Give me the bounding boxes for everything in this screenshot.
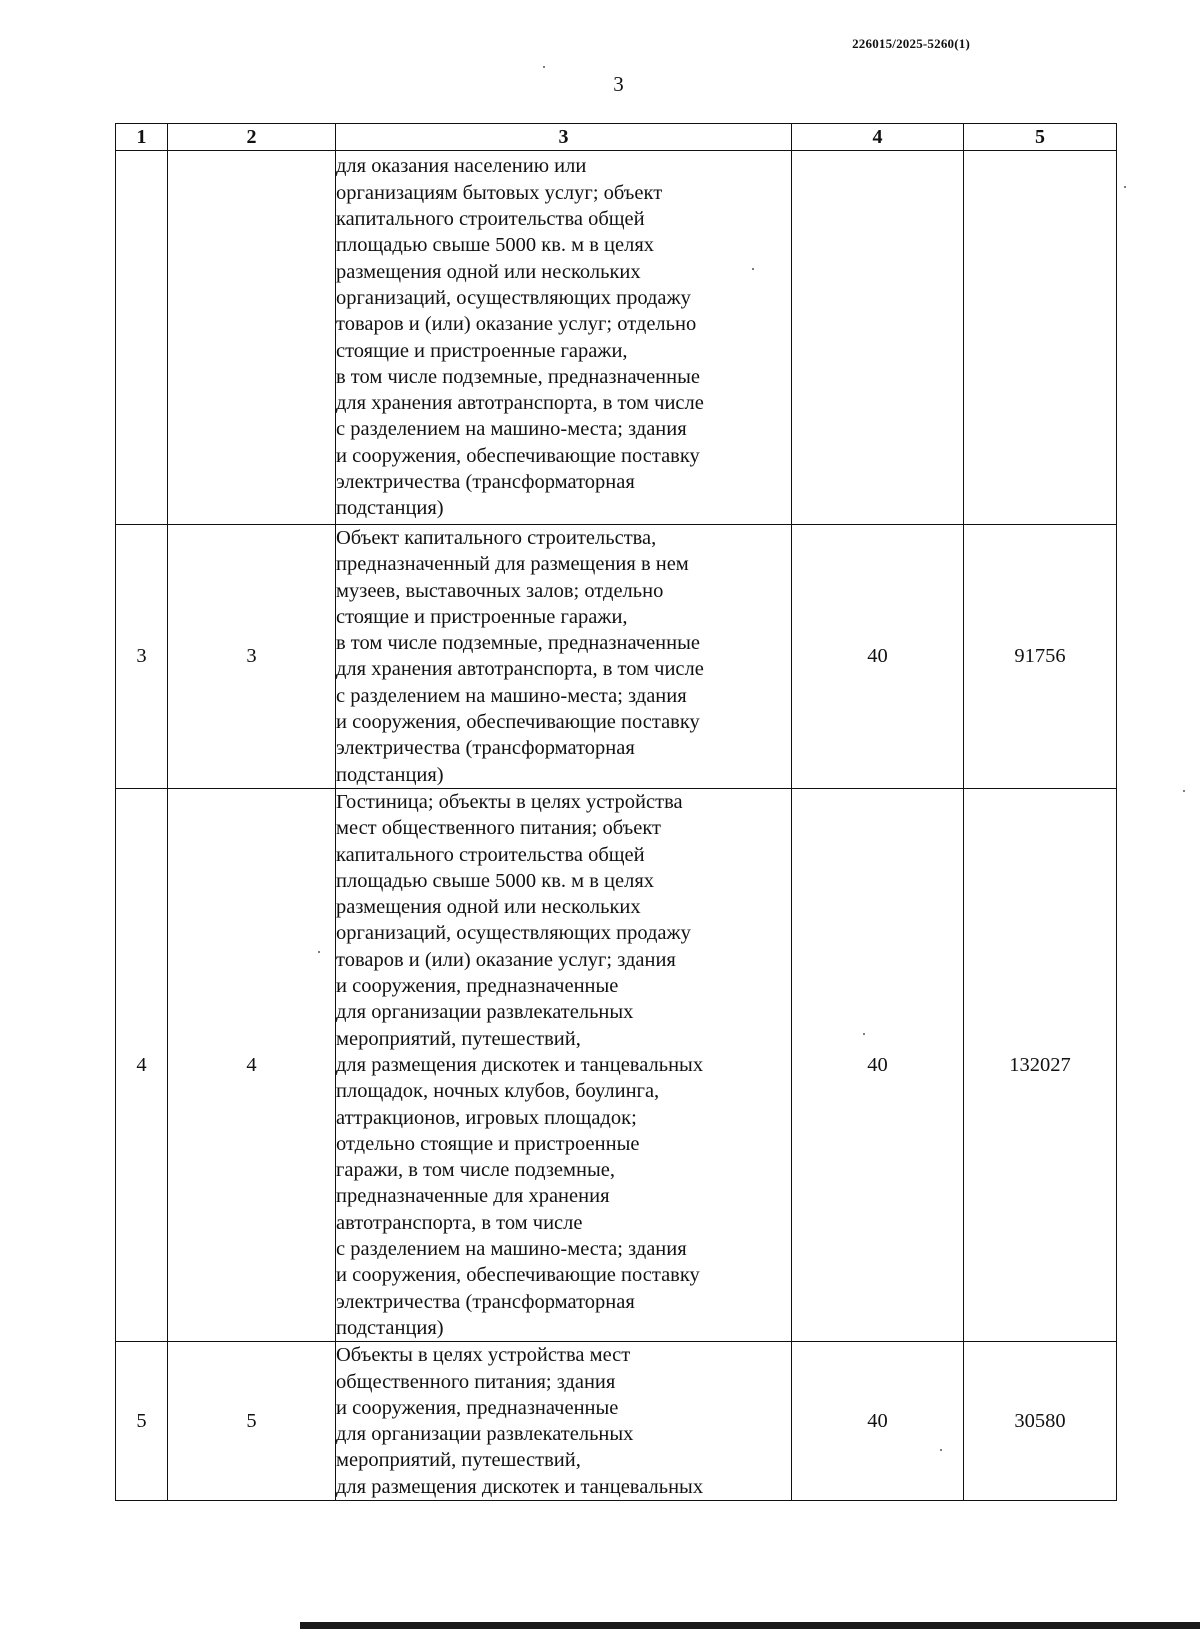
description-line: для организации развлекательных	[336, 1423, 634, 1446]
description-line: капитального строительства общей	[336, 843, 645, 866]
row-number-cell: 3	[116, 525, 168, 789]
description-line: организаций, осуществляющих продажу	[336, 922, 691, 945]
description-line: площадью свыше 5000 кв. м в целях	[336, 234, 655, 257]
table-row	[116, 151, 1117, 525]
description-line: аттракционов, игровых площадок;	[336, 1106, 637, 1129]
scan-speck	[543, 66, 545, 68]
area-value-cell	[964, 151, 1117, 525]
description-line: Объект капитального строительства,	[336, 527, 657, 549]
table-row	[116, 525, 1117, 789]
description-line: площадью свыше 5000 кв. м в целях	[336, 869, 655, 892]
table-row	[116, 788, 1117, 1341]
description-line: площадок, ночных клубов, боулинга,	[336, 1080, 660, 1103]
description-line: товаров и (или) оказание услуг; отдельно	[336, 313, 697, 336]
description-line: музеев, выставочных залов; отдельно	[336, 579, 664, 602]
description-cell	[336, 525, 792, 789]
description-line: мест общественного питания; объект	[336, 817, 661, 840]
description-line: в том числе подземные, предназначенные	[336, 365, 700, 388]
description-cell	[336, 1342, 792, 1501]
zone-number-cell	[168, 151, 336, 525]
column-header-1: 1	[116, 124, 168, 151]
description-line: в том числе подземные, предназначенные	[336, 632, 700, 655]
description-line: отдельно стоящие и пристроенные	[336, 1132, 640, 1155]
percentage-cell: 40	[792, 788, 964, 1341]
description-line: для размещения дискотек и танцевальных	[336, 1475, 704, 1498]
column-header-4: 4	[792, 124, 964, 151]
table-body	[116, 151, 1117, 1501]
document-registration-number: 226015/2025-5260(1)	[852, 36, 970, 51]
scan-speck	[318, 951, 320, 953]
area-value-cell: 30580	[964, 1342, 1117, 1501]
zone-number-cell: 4	[168, 788, 336, 1341]
column-header-2: 2	[168, 124, 336, 151]
area-value-cell: 91756	[964, 525, 1117, 789]
description-line: электричества (трансформаторная	[336, 470, 635, 493]
scan-speck	[1124, 186, 1126, 188]
description-line: с разделением на машино-места; здания	[336, 418, 687, 441]
description-line: с разделением на машино-места; здания	[336, 1238, 687, 1261]
scan-speck	[1183, 790, 1185, 792]
percentage-cell: 40	[792, 1342, 964, 1501]
description-line: гаражи, в том числе подземные,	[336, 1159, 615, 1182]
description-line: для организации развлекательных	[336, 1001, 634, 1024]
table-row	[116, 1342, 1117, 1501]
description-line: электричества (трансформаторная	[336, 737, 635, 760]
description-line: автотранспорта, в том числе	[336, 1211, 583, 1234]
description-line: стоящие и пристроенные гаражи,	[336, 605, 628, 628]
description-line: для хранения автотранспорта, в том числе	[336, 392, 704, 415]
description-cell	[336, 788, 792, 1341]
description-line: для оказания населению или	[336, 155, 587, 178]
description-line: организациям бытовых услуг; объект	[336, 181, 663, 204]
description-line: Объекты в целях устройства мест	[336, 1344, 631, 1367]
scan-speck	[752, 268, 754, 270]
description-line: Гостиница; объекты в целях устройства	[336, 790, 683, 813]
description-line: размещения одной или нескольких	[336, 260, 641, 283]
description-line: подстанция)	[336, 763, 444, 786]
row-number-cell: 5	[116, 1342, 168, 1501]
scan-speck	[940, 1449, 942, 1451]
description-line: организаций, осуществляющих продажу	[336, 286, 691, 309]
row-number-cell	[116, 151, 168, 525]
description-line: и сооружения, предназначенные	[336, 1396, 619, 1419]
column-header-3: 3	[336, 124, 792, 151]
description-line: стоящие и пристроенные гаражи,	[336, 339, 628, 362]
data-table	[115, 123, 1117, 1501]
description-line: с разделением на машино-места; здания	[336, 684, 687, 707]
description-line: товаров и (или) оказание услуг; здания	[336, 948, 676, 971]
zone-number-cell: 5	[168, 1342, 336, 1501]
description-line: для хранения автотранспорта, в том числе	[336, 658, 704, 681]
description-line: и сооружения, обеспечивающие поставку	[336, 1264, 700, 1287]
zone-number-cell: 3	[168, 525, 336, 789]
description-line: подстанция)	[336, 1316, 444, 1339]
description-line: и сооружения, обеспечивающие поставку	[336, 711, 700, 734]
description-line: размещения одной или нескольких	[336, 896, 641, 919]
scan-speck	[863, 1033, 865, 1035]
description-line: мероприятий, путешествий,	[336, 1449, 581, 1472]
description-line: предназначенный для размещения в нем	[336, 553, 689, 576]
description-line: электричества (трансформаторная	[336, 1290, 635, 1313]
description-line: для размещения дискотек и танцевальных	[336, 1053, 704, 1076]
page-number: 3	[613, 72, 624, 96]
table-header-row	[116, 124, 1117, 151]
area-value-cell: 132027	[964, 788, 1117, 1341]
row-number-cell: 4	[116, 788, 168, 1341]
description-line: подстанция)	[336, 497, 444, 520]
description-line: мероприятий, путешествий,	[336, 1027, 581, 1050]
column-header-5: 5	[964, 124, 1117, 151]
description-line: и сооружения, предназначенные	[336, 975, 619, 998]
description-line: предназначенные для хранения	[336, 1185, 610, 1208]
scan-border-line	[300, 1622, 1200, 1629]
percentage-cell	[792, 151, 964, 525]
description-line: и сооружения, обеспечивающие поставку	[336, 444, 700, 467]
description-line: общественного питания; здания	[336, 1370, 616, 1393]
description-cell	[336, 151, 792, 525]
percentage-cell: 40	[792, 525, 964, 789]
description-line: капитального строительства общей	[336, 208, 645, 231]
